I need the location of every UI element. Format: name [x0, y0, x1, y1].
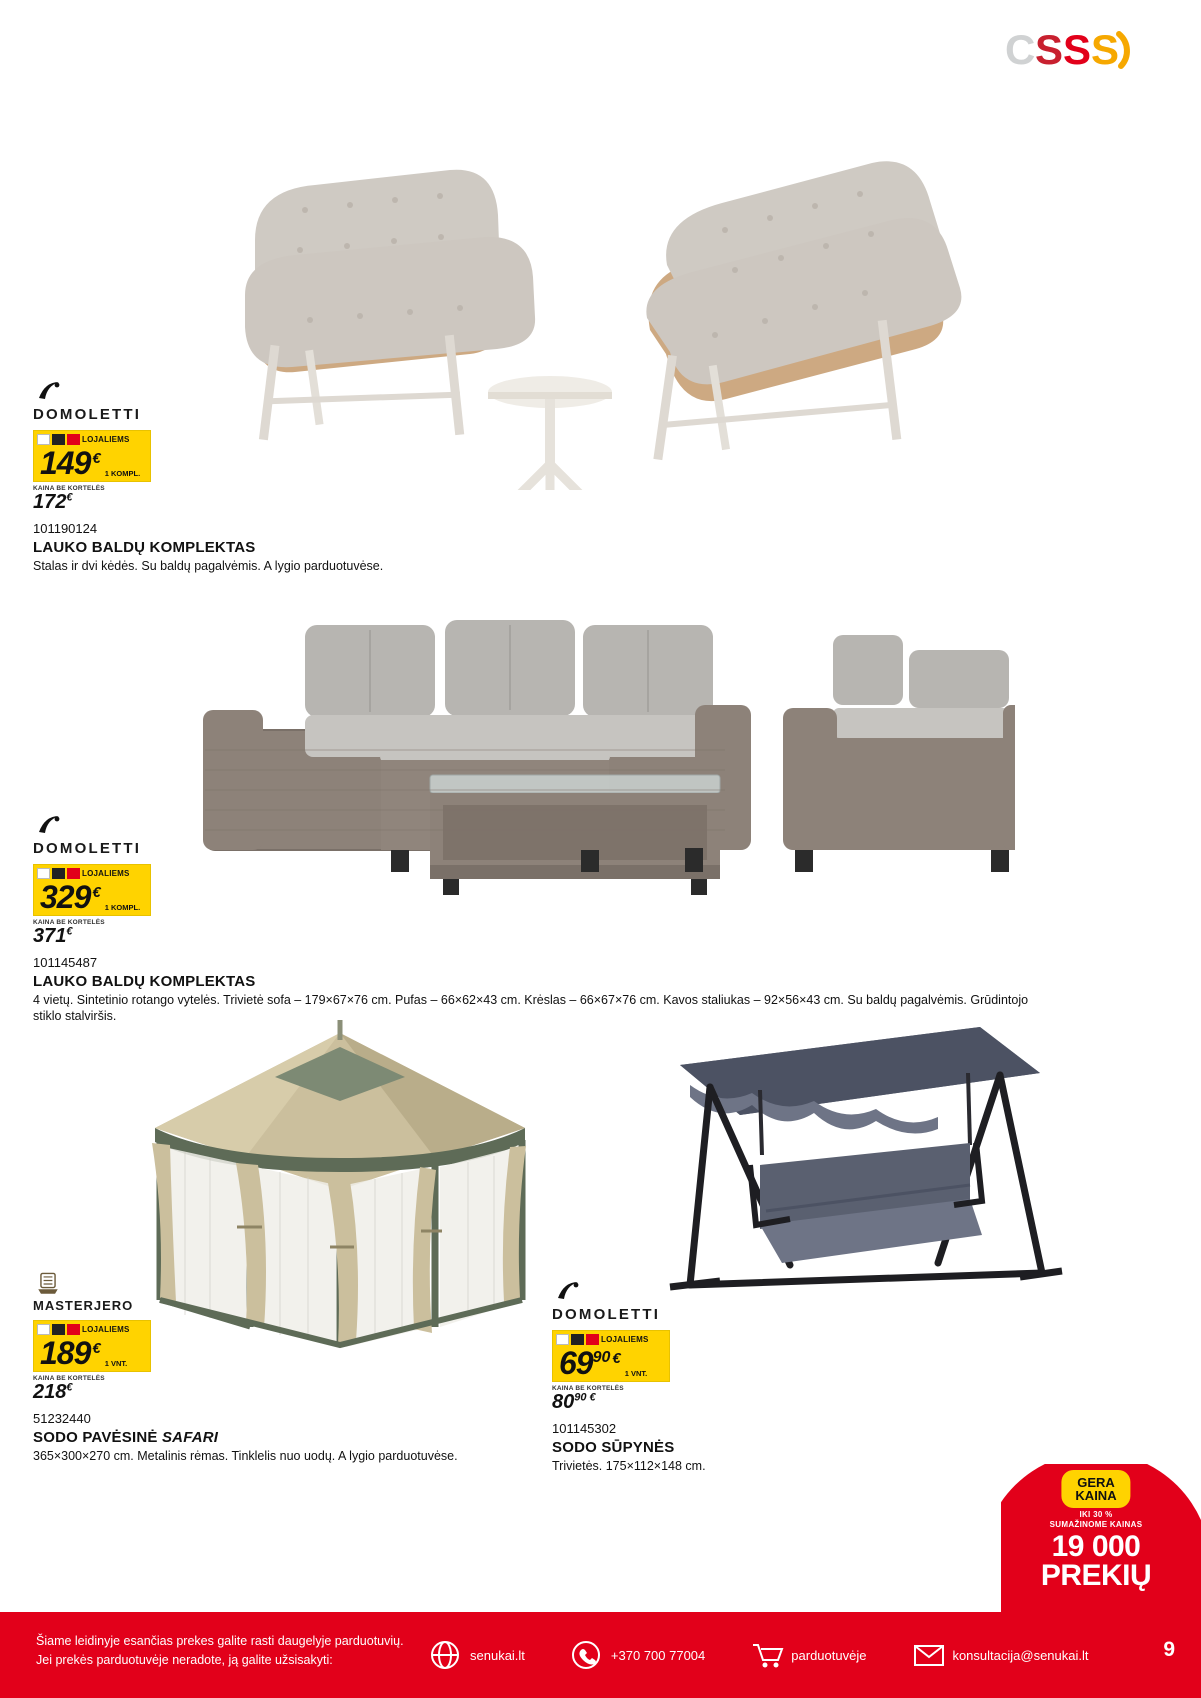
badge-top	[34, 1321, 150, 1337]
product-title: SODO PAVĖSINĖ SAFARI	[33, 1429, 219, 1446]
footer-item-email[interactable]	[912, 1640, 1088, 1670]
card-icon	[37, 1324, 50, 1335]
no-icon	[52, 434, 65, 445]
brand-name: MASTERJERO	[33, 1298, 134, 1313]
no-icon	[571, 1334, 584, 1345]
brand-masterjero	[33, 1270, 503, 1313]
price-currency: €	[612, 1350, 621, 1367]
globe-icon	[430, 1640, 460, 1670]
old-price-label: KAINA BE KORTELĖS	[33, 485, 105, 492]
brand-name: DOMOLETTI	[33, 406, 142, 423]
p-icon	[67, 434, 80, 445]
footer-item-website[interactable]	[430, 1640, 525, 1670]
masterjero-crest-icon	[33, 1270, 67, 1296]
price-cents: 90	[592, 1349, 611, 1366]
footer	[0, 1612, 1201, 1698]
footer-item-label: +370 700 77004	[610, 1647, 706, 1663]
product-title: LAUKO BALDŲ KOMPLEKTAS	[33, 539, 256, 556]
product-sku: 101190124	[33, 521, 98, 536]
svg-text:S: S	[1063, 26, 1090, 73]
footer-contact-list	[430, 1640, 1089, 1670]
p-icon	[586, 1334, 599, 1345]
p-icon	[67, 868, 80, 879]
old-price: 218€	[33, 1381, 73, 1403]
old-price: $80^{90 €}$	[552, 1391, 596, 1413]
p-icon	[67, 1324, 80, 1335]
price-unit: 1 VNT.	[104, 1358, 128, 1368]
price-main	[34, 881, 150, 913]
price-currency: €	[92, 450, 101, 467]
no-icon	[52, 868, 65, 879]
product-3	[33, 1270, 503, 1465]
old-price-label: KAINA BE KORTELĖS	[552, 1385, 624, 1392]
loyalty-label: LOJALIEMS	[601, 1335, 649, 1344]
price-unit: 1 KOMPL.	[104, 902, 141, 912]
price-badge-1	[33, 430, 151, 482]
brand-domoletti-2	[33, 812, 1043, 857]
brand-domoletti-4	[552, 1278, 972, 1323]
brand-domoletti-1	[33, 378, 453, 423]
promo-circle	[1001, 1464, 1201, 1612]
product-description: 4 vietų. Sintetinio rotango vytelės. Trivietė sofa – 179×67×76 cm. Pufas – 66×62×43 cm. Krėslas – 66×67×76 cm. Kavos staliukas – 92×56×43 cm. Su baldų pagalvėmis. Grūdintojo stiklo stalviršis.	[33, 993, 1029, 1023]
footer-item-phone[interactable]	[571, 1640, 705, 1670]
domoletti-icon	[552, 1278, 586, 1304]
price-integer: 149	[40, 445, 91, 481]
promo-count: 19 000 PREKIŲ	[1040, 1530, 1152, 1592]
price-badge-2	[33, 864, 151, 916]
badge-top	[34, 431, 150, 447]
product-sku: 51232440	[33, 1411, 91, 1426]
svg-text:S: S	[1035, 26, 1062, 73]
loyalty-label: LOJALIEMS	[82, 1325, 130, 1334]
price-currency: €	[92, 1340, 101, 1357]
loyalty-label: LOJALIEMS	[82, 869, 130, 878]
svg-text:S: S	[1091, 26, 1118, 73]
price-currency: €	[92, 884, 101, 901]
card-icon	[37, 434, 50, 445]
footer-item-label: konsultacija@senukai.lt	[952, 1647, 1089, 1663]
price-badge-4	[552, 1330, 670, 1382]
product-1	[33, 378, 453, 575]
product-title: LAUKO BALDŲ KOMPLEKTAS	[33, 973, 256, 990]
phone-icon	[571, 1640, 601, 1670]
price-badge-3	[33, 1320, 151, 1372]
promo-sticker	[1001, 1464, 1201, 1612]
card-icon	[37, 868, 50, 879]
domoletti-icon	[33, 812, 67, 838]
product-4	[552, 1278, 972, 1475]
price-integer: 189	[40, 1335, 91, 1371]
price-integer: 329	[40, 879, 91, 915]
csd-logo	[1005, 26, 1165, 74]
price-unit: 1 VNT.	[624, 1368, 648, 1378]
footer-note	[36, 1632, 404, 1670]
promo-subtext: IKI 30 % SUMAŽINOME KAINAS	[1049, 1510, 1143, 1529]
brand-name: DOMOLETTI	[552, 1306, 661, 1323]
card-icon	[556, 1334, 569, 1345]
product-sku: 101145302	[552, 1421, 617, 1436]
old-price-label: KAINA BE KORTELĖS	[33, 919, 105, 926]
footer-note-line1: Šiame leidinyje esančias prekes galite rasti daugelyje parduotuvių.	[36, 1634, 404, 1648]
footer-note-line2: Jei prekės parduotuvėje neradote, ją galite užsisakyti:	[36, 1652, 333, 1667]
promo-badge-label: GERA KAINA	[1061, 1470, 1130, 1508]
svg-text:C: C	[1005, 26, 1034, 73]
footer-item-store[interactable]	[751, 1640, 866, 1670]
product-2	[33, 812, 1043, 1024]
product-sku: 101145487	[33, 955, 98, 970]
price-integer: 69	[559, 1345, 593, 1381]
footer-item-label: parduotuvėje	[791, 1647, 867, 1663]
no-icon	[52, 1324, 65, 1335]
product-description: Trivietės. 175×112×148 cm.	[552, 1459, 706, 1473]
product-description: 365×300×270 cm. Metalinis rėmas. Tinklelis nuo uodų. A lygio parduotuvėse.	[33, 1449, 458, 1463]
old-price: 172€	[33, 491, 73, 513]
mail-icon	[912, 1640, 942, 1670]
old-price: 371€	[33, 925, 73, 947]
brand-name: DOMOLETTI	[33, 840, 142, 857]
domoletti-icon	[33, 378, 67, 404]
footer-item-label: senukai.lt	[470, 1647, 525, 1663]
price-unit: 1 KOMPL.	[104, 468, 141, 478]
old-price-label: KAINA BE KORTELĖS	[33, 1375, 105, 1382]
cart-icon	[751, 1640, 781, 1670]
page-number: 9	[1163, 1638, 1175, 1661]
product-description: Stalas ir dvi kėdės. Su baldų pagalvėmis. A lygio parduotuvėse.	[33, 559, 384, 573]
product-title: SODO SŪPYNĖS	[552, 1439, 675, 1456]
price-main	[553, 1347, 669, 1379]
loyalty-label: LOJALIEMS	[82, 435, 130, 444]
badge-top	[553, 1331, 669, 1347]
badge-top	[34, 865, 150, 881]
price-main	[34, 1337, 150, 1369]
price-main	[34, 447, 150, 479]
